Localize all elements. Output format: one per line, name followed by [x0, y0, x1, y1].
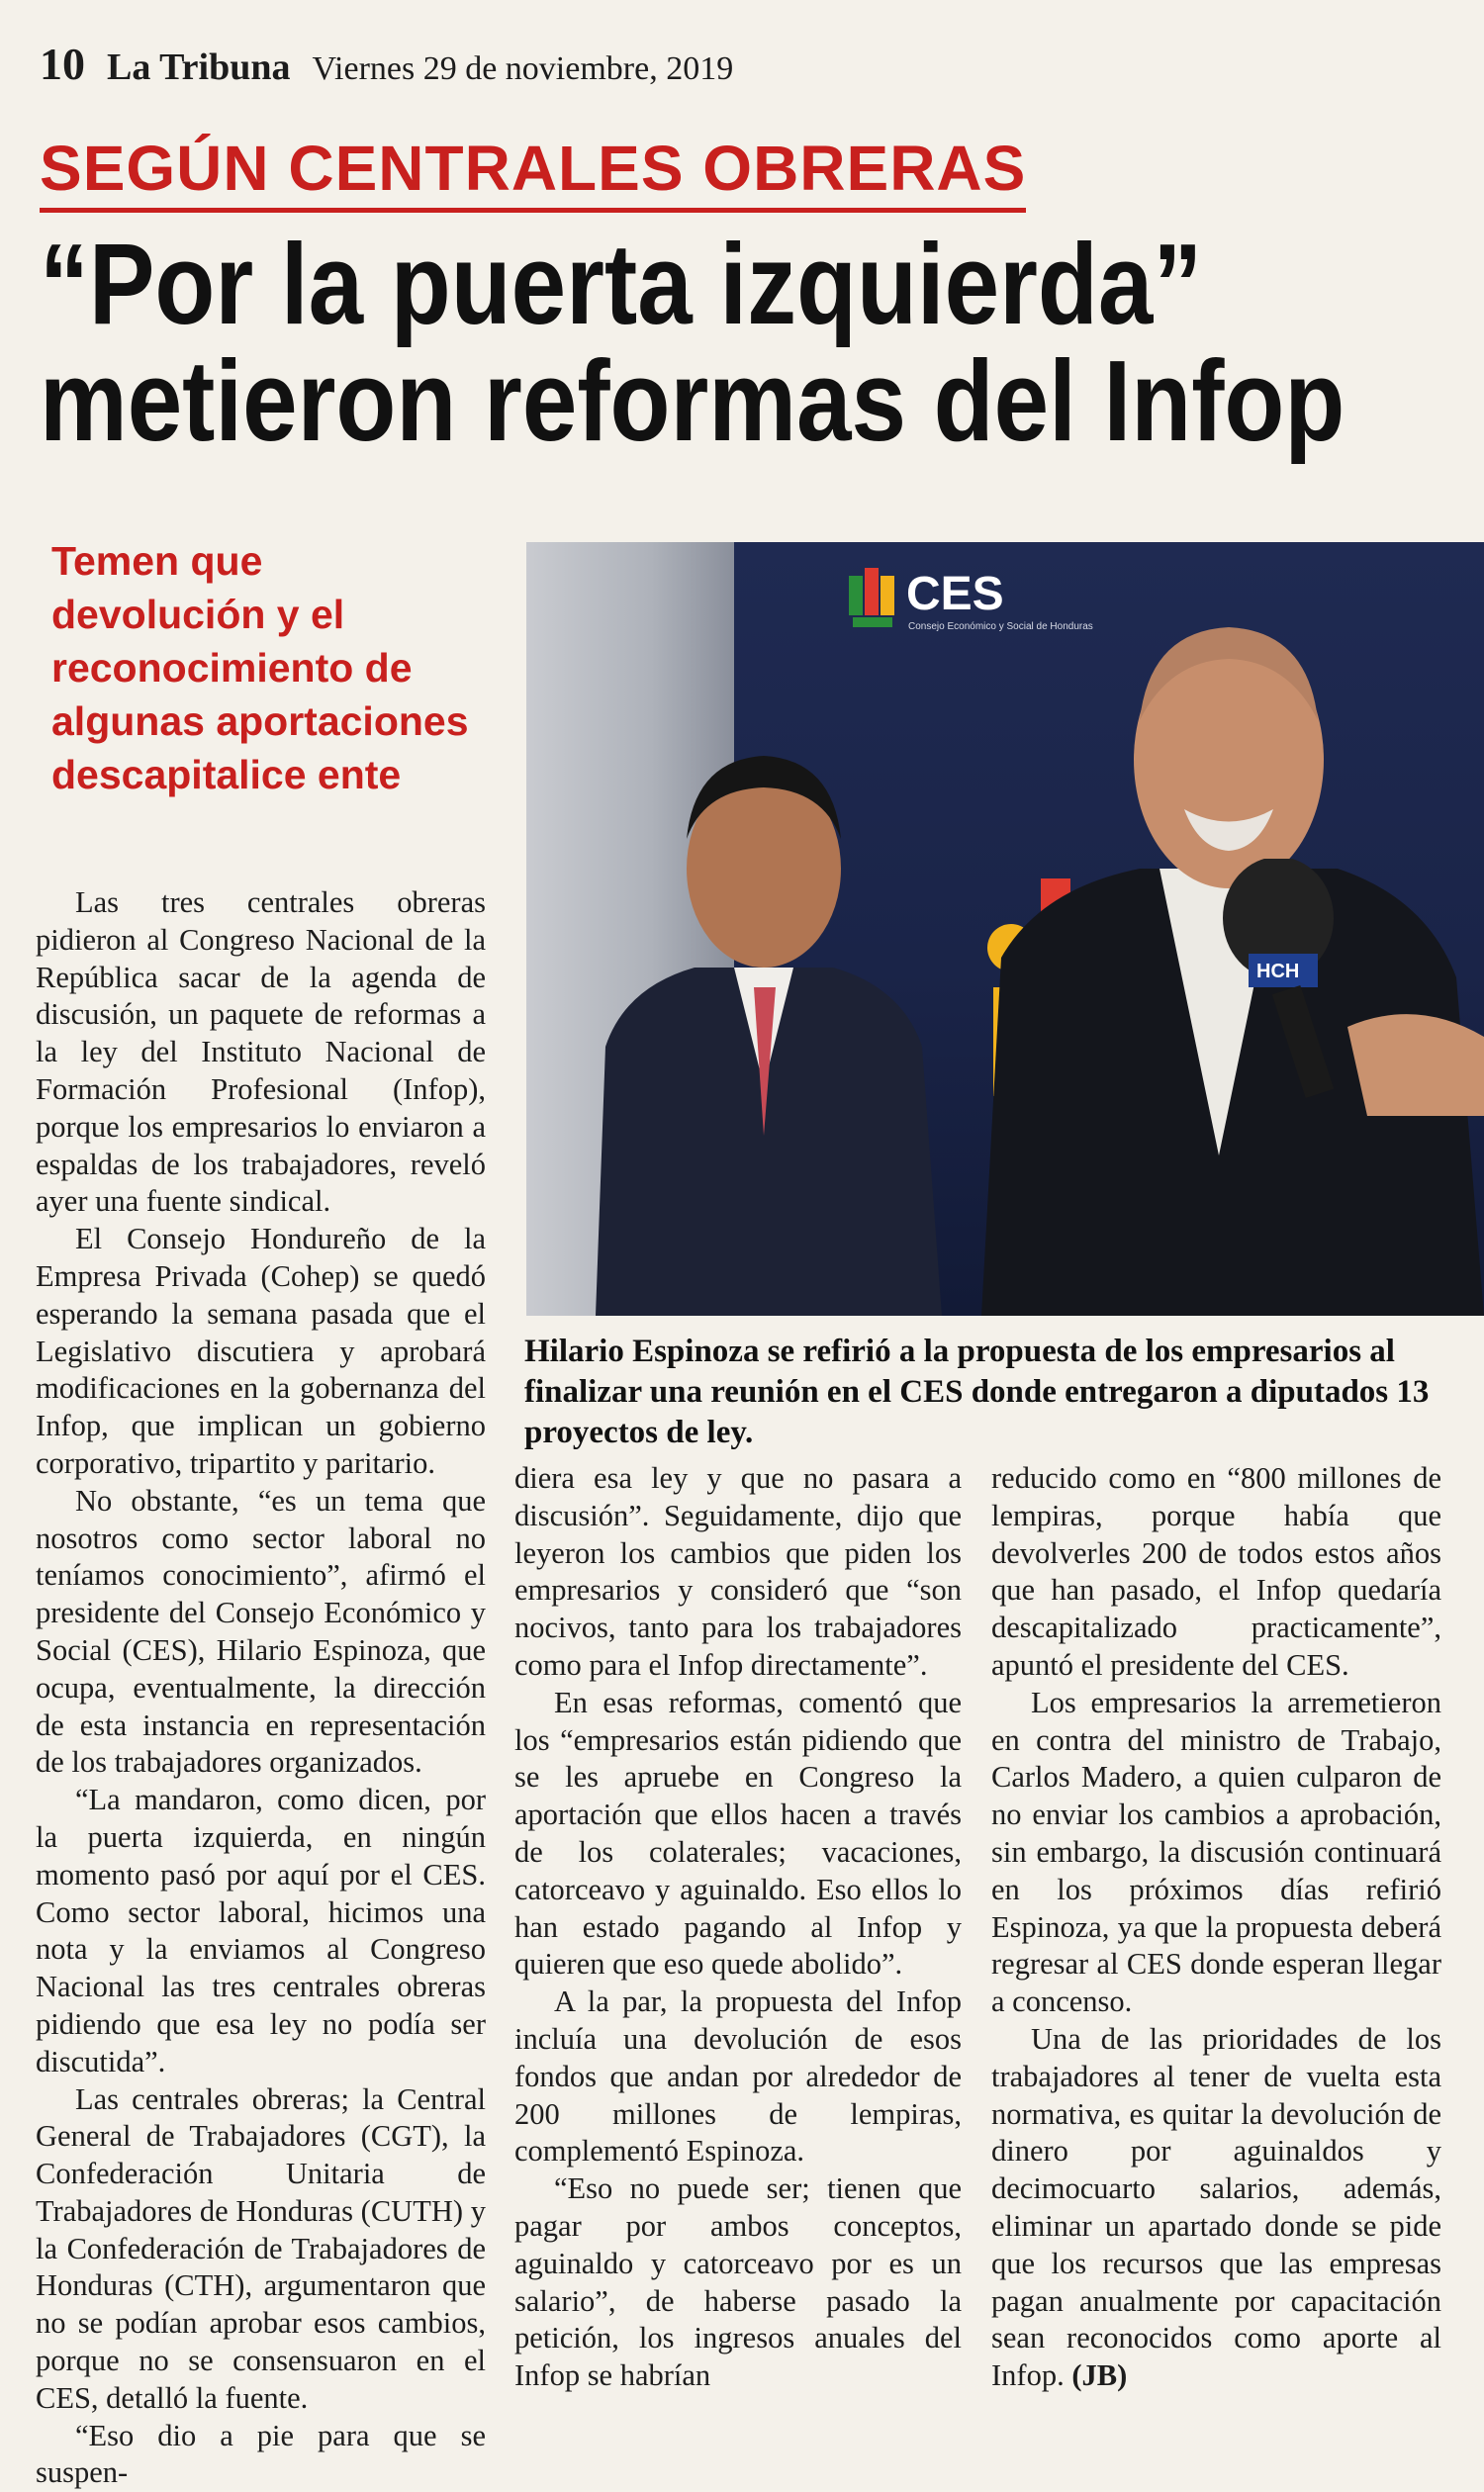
paragraph: “Eso no puede ser; tienen que pagar por ambos conceptos, aguinaldo y catorceavo por es un salario”, de haberse pasado la petición, los ingresos anuales del Infop se habrían — [514, 2171, 962, 2393]
paragraph: Los empresarios la arremetieron en contra del ministro de Trabajo, Carlos Madero, a quien culparon de no enviar los cambios a aprobación, sin embargo, la discusión continuará en los próximos días refirió Espinoza, ya que la propuesta deberá regresar al CES donde esperan llegar a concenso. — [991, 1685, 1441, 2019]
paragraph-final — [991, 2021, 1441, 2395]
microphone — [1219, 859, 1484, 1116]
svg-text:CES: CES — [906, 568, 1004, 620]
paragraph: Las centrales obreras; la Central General de Trabajadores (CGT), la Confederación Unitaria de Trabajadores de Honduras (CUTH) y la Confederación de Trabajadores de Honduras (CTH), argumentaron que no se podían aprobar esos cambios, porque no se consensuaron en el CES, detalló la fuente. — [36, 2081, 486, 2415]
paragraph: El Consejo Hondureño de la Empresa Privada (Cohep) se quedó esperando la semana pasada que el Legislativo discutiera y aprobará modificaciones en la gobernanza del Infop, que implican un gobierno corporativo, tripartito y paritario. — [36, 1222, 486, 1480]
headline-line-1: “Por la puerta izquierda” — [40, 220, 1203, 348]
page-number: 10 — [40, 39, 85, 89]
person-left — [566, 671, 962, 1316]
paragraph: Las tres centrales obreras pidieron al Congreso Nacional de la República sacar de la agenda de discusión, un paquete de reformas a la ley del Instituto Nacional de Formación Profesional (Infop), porque los empresarios lo enviaron a espaldas de los trabajadores, reveló ayer una fuente sindical. — [36, 885, 486, 1219]
paragraph: “La mandaron, como dicen, por la puerta izquierda, en ningún momento pasó por aquí por el CES. Como sector laboral, hicimos una nota y la enviamos al Congreso Nacional las tres centrales obreras pidiendo que esa ley no podía ser discutida”. — [36, 1783, 486, 2078]
author-signature: (JB) — [1071, 2358, 1128, 2393]
paragraph: “Eso dio a pie para que se suspen- — [36, 2418, 486, 2490]
paragraph: En esas reformas, comentó que los “empresarios están pidiendo que se les apruebe en Congreso la aportación que ellos hacen a través de los colaterales; vacaciones, catorceavo y aguinaldo. Eso ellos lo han estado pagando al Infop y quieren que eso quede abolido”. — [514, 1685, 962, 1982]
column-3 — [991, 1460, 1441, 2395]
subhead: Temen que devolución y el reconocimiento de algunas aportaciones descapitalice ente — [51, 538, 469, 797]
paragraph: A la par, la propuesta del Infop incluía una devolución de esos fondos que andan por alrededor de 200 millones de lempiras, complementó Espinoza. — [514, 1984, 962, 2169]
photo-caption: Hilario Espinoza se refirió a la propuesta de los empresarios al finalizar una reunión en el CES donde entregaron a diputados 13 proyectos de ley. — [524, 1334, 1430, 1450]
paragraph-continued: diera esa ley y que no pasara a discusión”. Seguidamente, dijo que leyeron los cambios que piden los empresarios y consideró que “son nocivos, tanto para los trabajadores como para el Infop directamente”. — [514, 1461, 962, 1682]
page-header — [40, 38, 1444, 97]
newspaper-name: La Tribuna — [107, 46, 291, 88]
paragraph: No obstante, “es un tema que nosotros como sector laboral no teníamos conocimiento”, afirmó el presidente del Consejo Económico y Social (CES), Hilario Espinoza, que ocupa, eventualmente, la dirección de esta instancia en representación de los trabajadores organizados. — [36, 1483, 486, 1780]
issue-date: Viernes 29 de noviembre, 2019 — [312, 50, 734, 87]
final-text: Una de las prioridades de los trabajadores al tener de vuelta esta normativa, es quitar la devolución de dinero por aguinaldos y decimocuarto salarios, además, eliminar un apartado donde se pide que los recursos que las empresas pagan anualmente por capacitación sean reconocidos como aporte al Infop. — [991, 2021, 1441, 2393]
headline — [40, 220, 1345, 465]
headline-line-2: metieron reformas del Infop — [40, 336, 1345, 465]
svg-text:HCH: HCH — [1256, 961, 1300, 982]
svg-text:Consejo Económico y Social de: Consejo Económico y Social de Honduras — [908, 621, 1093, 632]
article-photo — [526, 542, 1484, 1316]
column-1 — [36, 884, 486, 2492]
paragraph-continued: reducido como en “800 millones de lempiras, porque había que devolverles 200 de todos estos años que han pasado, el Infop quedaría descapitalizado practicamente”, apuntó el presidente del CES. — [991, 1461, 1441, 1682]
column-2 — [514, 1460, 962, 2395]
kicker: SEGÚN CENTRALES OBRERAS — [40, 137, 1026, 213]
